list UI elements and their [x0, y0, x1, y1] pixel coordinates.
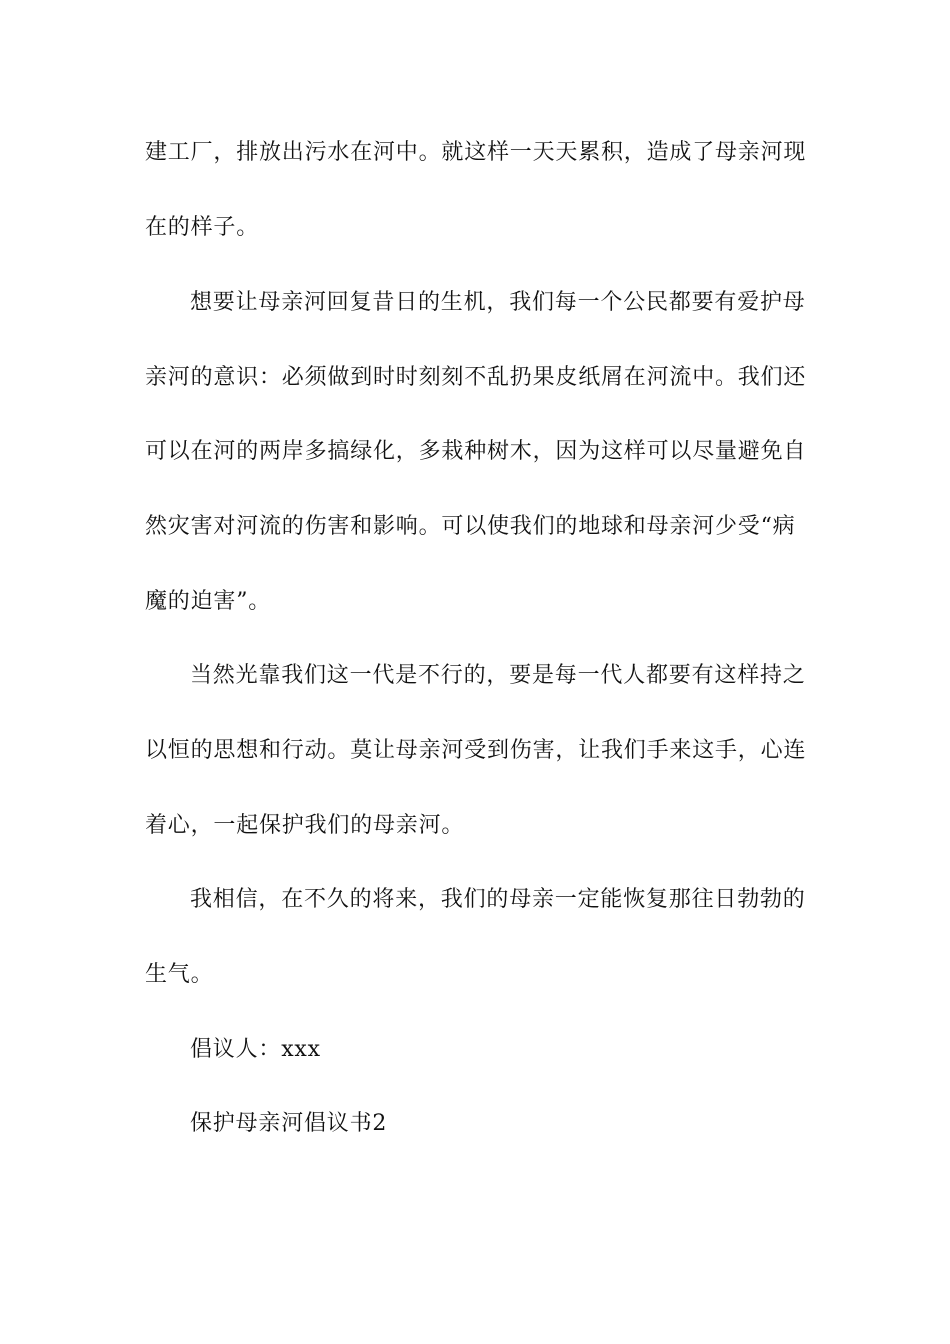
paragraph-2-line-3: 可以在河的两岸多搞绿化，多栽种树木，因为这样可以尽量避免自: [145, 439, 807, 464]
paragraph-3-line-2: 以恒的思想和行动。莫让母亲河受到伤害，让我们手来这手，心连: [145, 738, 807, 763]
paragraph-2-line-5: 魔的迫害”。: [145, 589, 272, 614]
paragraph-4-line-2: 生气。: [145, 962, 214, 987]
next-document-title: 保护母亲河倡议书2: [190, 1111, 388, 1136]
signature-line: 倡议人：xxx: [190, 1037, 321, 1062]
paragraph-4-line-1: 我相信，在不久的将来，我们的母亲一定能恢复那往日勃勃的: [190, 887, 806, 912]
paragraph-1-line-2: 在的样子。: [145, 215, 260, 240]
paragraph-3-line-1: 当然光靠我们这一代是不行的，要是每一代人都要有这样持之: [190, 663, 806, 688]
paragraph-1-line-1: 建工厂，排放出污水在河中。就这样一天天累积，造成了母亲河现: [145, 140, 807, 165]
paragraph-2-line-4: 然灾害对河流的伤害和影响。可以使我们的地球和母亲河少受“病: [145, 514, 796, 539]
paragraph-2-line-1: 想要让母亲河回复昔日的生机，我们每一个公民都要有爱护母: [190, 290, 806, 315]
paragraph-2-line-2: 亲河的意识：必须做到时时刻刻不乱扔果皮纸屑在河流中。我们还: [145, 365, 807, 390]
paragraph-3-line-3: 着心，一起保护我们的母亲河。: [145, 813, 465, 838]
